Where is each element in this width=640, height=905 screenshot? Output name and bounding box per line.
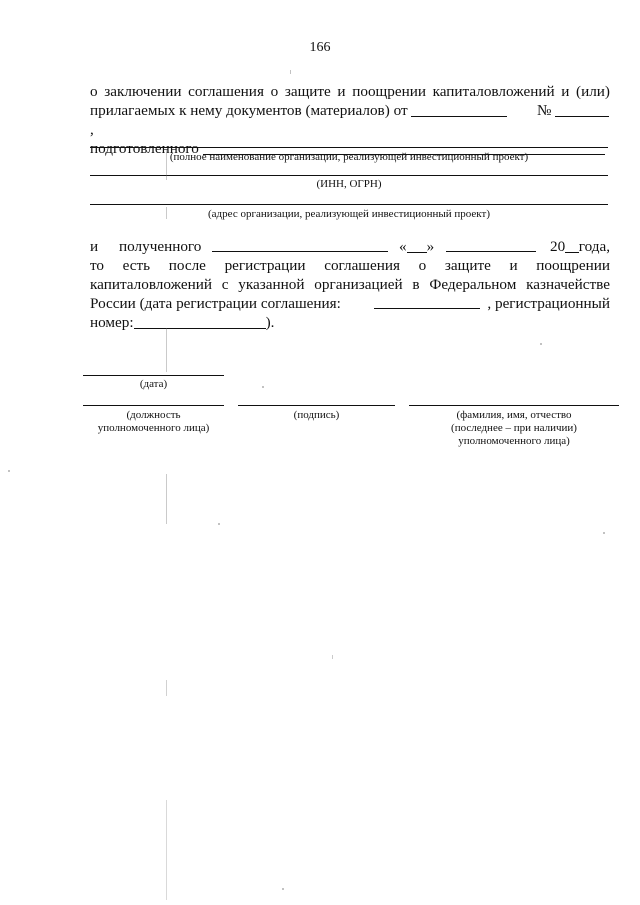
received-paragraph: [90, 237, 610, 332]
caption-full-name: (фамилия, имя, отчество (последнее – при наличии) уполномоченного лица): [451, 409, 577, 447]
received-from-blank[interactable]: [212, 237, 388, 252]
date-line[interactable]: [83, 375, 224, 376]
registration-number-blank[interactable]: [134, 314, 266, 329]
position-line[interactable]: [83, 405, 224, 406]
received-line-5: номер: ).: [90, 314, 275, 331]
received-line-2: то есть после регистрации соглашения о защите и поощрении: [90, 257, 610, 274]
inn-ogrn-line[interactable]: [90, 175, 608, 176]
received-line-1: и полученного « » 20 года,: [90, 238, 610, 255]
month-blank[interactable]: [446, 237, 536, 252]
number-blank[interactable]: [555, 102, 609, 117]
caption-position: (должность уполномоченного лица): [97, 409, 210, 434]
signature-line[interactable]: [238, 405, 395, 406]
received-line-3: капиталовложений с указанной организацией в Федеральном казначействе: [90, 276, 610, 293]
day-blank[interactable]: [407, 238, 427, 253]
date-blank[interactable]: [411, 102, 507, 117]
caption-inn-ogrn: (ИНН, ОГРН): [316, 178, 382, 190]
intro-line-3: подготовленного: [90, 139, 610, 158]
intro-line-1: о заключении соглашения о защите и поощрении капиталовложений и (или): [90, 83, 610, 100]
caption-org-address: (адрес организации, реализующей инвестиционный проект): [208, 208, 490, 220]
page-number: 166: [309, 40, 331, 55]
caption-signature: (подпись): [293, 409, 340, 421]
intro-line-2: прилагаемых к нему документов (материалов) от № ,: [90, 101, 610, 139]
caption-org-name: (полное наименование организации, реализующей инвестиционный проект): [169, 151, 529, 163]
registration-date-blank[interactable]: [374, 294, 480, 309]
full-name-line[interactable]: [409, 405, 619, 406]
org-name-line[interactable]: [90, 147, 608, 148]
year-blank[interactable]: [565, 238, 579, 253]
received-line-4: России (дата регистрации соглашения: , регистрационный: [90, 295, 610, 312]
caption-date: (дата): [139, 378, 168, 390]
org-address-line[interactable]: [90, 204, 608, 205]
